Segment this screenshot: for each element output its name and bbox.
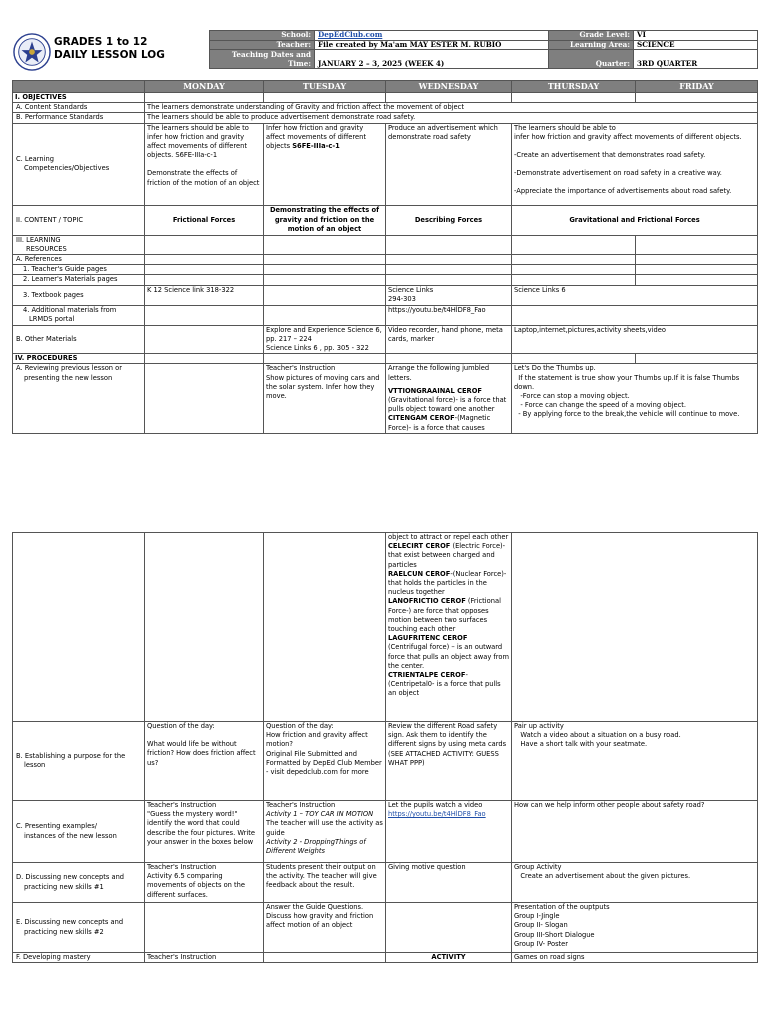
lc-monday-text-2: Demonstrate the effects of friction of the motion of an object: [147, 169, 260, 187]
review-thursday-line-1: Let's Do the Thumbs up.: [514, 364, 596, 373]
presenting-thursday: How can we help inform other people about safety road?: [512, 801, 758, 863]
discussing-2-thursday-line-5: Group IV- Poster: [514, 939, 569, 948]
jumbled-item: [388, 387, 509, 415]
header-info-table: [209, 30, 758, 69]
jumbled-word: CITENGAM CEROF: [388, 414, 455, 423]
other-tuesday-line-2: Science Links 6 , pp. 305 - 322: [266, 344, 369, 353]
procedures-row: [13, 354, 758, 364]
presenting-monday: [145, 801, 264, 863]
topic-monday: Frictional Forces: [145, 205, 264, 235]
day-monday: MONDAY: [145, 81, 264, 93]
deped-seal-icon: [13, 33, 51, 71]
quarter-label: Quarter:: [549, 50, 634, 69]
additional-wednesday: https://youtu.be/t4HlDF8_Fao: [386, 305, 512, 325]
lc-tuesday-code: S6FE-IIIa-c-1: [292, 142, 340, 151]
discussing-1-tuesday: Students present their output on the activity. The teacher will give feedback about the result.: [264, 863, 386, 903]
day-friday: FRIDAY: [636, 81, 758, 93]
other-wednesday: Video recorder, hand phone, meta cards, marker: [386, 325, 512, 354]
discussing-1-thursday-line-2: Create an advertisement about the given pictures.: [514, 872, 691, 881]
discussing-2-thursday-line-2: Group I-Jingle: [514, 912, 560, 921]
textbook-wednesday: [386, 285, 512, 305]
content-standards-label: A. Content Standards: [13, 103, 145, 113]
mastery-label: F. Developing mastery: [13, 953, 145, 963]
jumbled-word: CELECIRT CEROF: [388, 542, 451, 551]
teacher-value: File created by Ma'am MAY ESTER M. RUBIO: [315, 40, 549, 50]
jumbled-item: [388, 570, 509, 598]
title-line-1: GRADES 1 to 12: [54, 36, 148, 48]
purpose-thursday-line-1: Pair up activity: [514, 722, 564, 730]
additional-materials-row: [13, 305, 758, 325]
performance-standards-row: [13, 113, 758, 123]
review-tuesday-line-2: Show pictures of moving cars and the solar system. Infer how they move.: [266, 373, 380, 401]
learning-competencies-row: [13, 123, 758, 205]
textbook-pages-label: 3. Textbook pages: [13, 285, 145, 305]
lc-tuesday-text: Infer how friction and gravity affect movements of different objects: [266, 123, 366, 151]
jumbled-description: (Electric Force)- that exist between charged and particles: [388, 542, 506, 569]
content-topic-label: II. CONTENT / TOPIC: [13, 205, 145, 235]
lesson-log-header: [12, 30, 757, 75]
presenting-tuesday: [264, 801, 386, 863]
purpose-label: [13, 722, 145, 801]
presenting-row: [13, 801, 758, 863]
presenting-tuesday-line-2: Activity 1 – TOY CAR IN MOTION: [266, 810, 374, 819]
lc-thursday-text-4: -Demonstrate advertisement on road safety in a creative way.: [514, 169, 722, 178]
discussing-1-thursday-line-1: Group Activity: [514, 863, 562, 871]
presenting-tuesday-line-1: Teacher's Instruction: [266, 801, 336, 809]
day-thursday: THURSDAY: [512, 81, 636, 93]
review-label-line-1: A. Reviewing previous lesson or: [16, 364, 122, 373]
purpose-tuesday-line-1: Question of the day:: [266, 722, 334, 730]
discussing-1-monday-line-1: Teacher's Instruction: [147, 863, 217, 871]
topic-thursday: Gravitational and Frictional Forces: [512, 205, 758, 235]
presenting-tuesday-line-4: Activity 2 - DroppingThings of Different Weights: [266, 837, 366, 856]
review-label: [13, 364, 145, 433]
objectives-heading: I. OBJECTIVES: [13, 93, 145, 103]
jumbled-word: CTRIENTALPE CEROF: [388, 671, 466, 680]
purpose-monday: [145, 722, 264, 801]
jumbled-continued-first: object to attract or repel each other: [388, 533, 509, 541]
discussing-2-thursday-line-1: Presentation of the ouptputs: [514, 903, 610, 911]
purpose-monday-line-1: Question of the day:: [147, 722, 215, 730]
other-tuesday: [264, 325, 386, 354]
discussing-1-thursday: [512, 863, 758, 903]
video-link[interactable]: https://youtu.be/t4HlDF8_Fao: [388, 810, 486, 819]
learning-resources-label-line-2: RESOURCES: [26, 244, 67, 253]
textbook-monday: K 12 Science link 318-322: [145, 285, 264, 305]
content-standards-row: [13, 103, 758, 113]
jumbled-item: [388, 597, 509, 634]
discussing-1-wednesday: Giving motive question: [386, 863, 512, 903]
review-continued-row: [13, 533, 758, 722]
jumbled-description: - (Centripetal0- is a force that pulls an object: [388, 671, 501, 698]
discussing-1-label-line-2: practicing new skills #1: [24, 882, 104, 891]
learning-competencies-label: [13, 123, 145, 205]
learning-resources-label: [13, 235, 145, 254]
discussing-2-label-line-1: E. Discussing new concepts and: [16, 918, 124, 927]
review-tuesday: [264, 364, 386, 433]
grade-value: VI: [634, 31, 758, 41]
lm-pages-row: [13, 275, 758, 285]
learning-competencies-label-line-2: Competencies/Objectives: [24, 164, 110, 173]
lc-thursday-text-1: The learners should be able to: [514, 123, 616, 132]
jumbled-item: [388, 671, 509, 699]
references-row: [13, 255, 758, 265]
grade-label: Grade Level:: [549, 31, 634, 41]
purpose-tuesday-line-3: Original File Submitted and Formatted by DepEd Club Member - visit depedclub.com for more: [266, 749, 382, 777]
purpose-label-line-1: B. Establishing a purpose for the: [16, 751, 126, 760]
presenting-wednesday-line-1: Let the pupils watch a video: [388, 801, 483, 809]
review-tuesday-line-1: Teacher's Instruction: [266, 364, 336, 373]
purpose-tuesday-line-2: How friction and gravity affect motion?: [266, 731, 368, 749]
textbook-thursday: Science Links 6: [512, 285, 758, 305]
discussing-1-monday-line-2: Activity 6.5 comparing movements of objects on the different surfaces.: [147, 872, 245, 899]
document-title: [54, 36, 165, 62]
review-label-line-2: presenting the new lesson: [24, 373, 113, 382]
purpose-monday-line-2: What would life be without friction? How does friction affect us?: [147, 740, 256, 767]
title-line-2: DAILY LESSON LOG: [54, 49, 165, 61]
mastery-row: [13, 953, 758, 963]
learning-resources-row: [13, 235, 758, 254]
other-tuesday-line-1: Explore and Experience Science 6, pp. 217 – 224: [266, 325, 382, 343]
tg-pages-label: 1. Teacher's Guide pages: [13, 265, 145, 275]
lc-tuesday: [264, 123, 386, 205]
presenting-monday-line-2: "Guess the mystery word!" identify the word that could describe the four pictures. Write your answer in the boxes below: [147, 810, 256, 846]
presenting-label-line-2: instances of the new lesson: [24, 831, 117, 840]
lc-thursday-text-5: -Appreciate the importance of advertisements about road safety.: [514, 187, 732, 196]
presenting-label: [13, 801, 145, 863]
mastery-wednesday: ACTIVITY: [386, 953, 512, 963]
weekday-header-row: [13, 81, 758, 93]
discussing-2-thursday: [512, 903, 758, 953]
discussing-2-tuesday: Answer the Guide Questions. Discuss how gravity and friction affect motion of an object: [264, 903, 386, 953]
jumbled-description: (Centrifugal force) – is an outward force that pulls an object away from the center.: [388, 643, 509, 670]
purpose-label-line-2: lesson: [24, 761, 46, 769]
presenting-tuesday-line-3: The teacher will use the activity as guide: [266, 819, 383, 837]
purpose-thursday: [512, 722, 758, 801]
jumbled-description: -(Magnetic Force)- is a force that causes: [388, 414, 491, 432]
performance-standards-label: B. Performance Standards: [13, 113, 145, 123]
mastery-thursday: Games on road signs: [512, 953, 758, 963]
learning-resources-label-line-1: III. LEARNING: [16, 235, 61, 244]
jumbled-continued: [386, 533, 512, 722]
jumbled-description: (Gravitational force)- is a force that pulls object toward one another: [388, 396, 507, 414]
school-link[interactable]: DepEdClub.com: [315, 31, 549, 41]
tg-pages-row: [13, 265, 758, 275]
references-label: A. References: [13, 255, 145, 265]
review-thursday-line-5: - By applying force to the break,the vehicle will continue to move.: [514, 410, 740, 419]
presenting-label-line-1: C. Presenting examples/: [16, 822, 98, 831]
mastery-monday: Teacher's Instruction: [145, 953, 264, 963]
purpose-wednesday: Review the different Road safety sign. Ask them to identify the different signs by using meta cards (SEE ATTACHED ACTIVITY: GUESS WHAT PPP): [386, 722, 512, 801]
purpose-tuesday: [264, 722, 386, 801]
textbook-pages-row: [13, 285, 758, 305]
lesson-log-table-page-2: [12, 532, 758, 963]
other-materials-row: [13, 325, 758, 354]
discussing-1-monday: [145, 863, 264, 903]
performance-standards-text: The learners should be able to produce advertisement demonstrate road safety.: [145, 113, 758, 123]
school-label: School:: [210, 31, 315, 41]
discussing-1-label: [13, 863, 145, 903]
other-thursday: Laptop,internet,pictures,activity sheets,video: [512, 325, 758, 354]
discussing-1-row: [13, 863, 758, 903]
additional-materials-label: [13, 305, 145, 325]
purpose-thursday-line-2: Watch a video about a situation on a busy road.: [514, 731, 681, 740]
jumbled-item: [388, 542, 509, 570]
jumbled-item: [388, 414, 509, 432]
additional-materials-label-line-1: 4. Additional materials from: [23, 305, 117, 314]
discussing-2-label: [13, 903, 145, 953]
review-thursday: [512, 364, 758, 433]
topic-wednesday: Describing Forces: [386, 205, 512, 235]
review-row: [13, 364, 758, 433]
discussing-2-thursday-line-3: Group II- Slogan: [514, 921, 568, 930]
dates-label: [210, 50, 315, 69]
dates-value: JANUARY 2 – 3, 2025 (WEEK 4): [315, 50, 549, 69]
lc-wednesday: Produce an advertisement which demonstrate road safety: [386, 123, 512, 205]
procedures-heading: IV. PROCEDURES: [13, 354, 145, 364]
presenting-monday-line-1: Teacher's Instruction: [147, 801, 217, 809]
review-wednesday-intro: Arrange the following jumbled letters.: [388, 364, 490, 382]
learning-area-value: SCIENCE: [634, 40, 758, 50]
discussing-2-label-line-2: practicing new skills #2: [24, 927, 104, 936]
lc-monday: [145, 123, 264, 205]
review-thursday-line-4: - Force can change the speed of a moving object.: [514, 401, 687, 410]
topic-tuesday: Demonstrating the effects of gravity and friction on the motion of an object: [264, 205, 386, 235]
review-thursday-line-2: If the statement is true show your Thumbs up.If it is false Thumbs down.: [514, 373, 742, 391]
purpose-row: [13, 722, 758, 801]
textbook-wednesday-line-1: Science Links: [388, 285, 434, 294]
jumbled-word: VTTIONGRAAINAL CEROF: [388, 386, 482, 395]
content-standards-text: The learners demonstrate understanding of Gravity and friction affect the movement of object: [145, 103, 758, 113]
jumbled-word: LANOFRICTIO CEROF: [388, 597, 466, 606]
lm-pages-label: 2. Learner's Materials pages: [13, 275, 145, 285]
textbook-wednesday-line-2: 294-303: [388, 294, 416, 303]
lesson-log-table-page-1: [12, 80, 758, 434]
content-topic-row: [13, 205, 758, 235]
purpose-thursday-line-3: Have a short talk with your seatmate.: [514, 740, 648, 749]
learning-area-label: Learning Area:: [549, 40, 634, 50]
blank-header-cell: [13, 81, 145, 93]
teacher-label: Teacher:: [210, 40, 315, 50]
lc-thursday-text-2: infer how friction and gravity affect movements of different objects.: [514, 132, 742, 141]
review-wednesday: [386, 364, 512, 433]
jumbled-description: (Frictional Force-) are force that opposes motion between two surfaces touching each other: [388, 597, 501, 634]
other-materials-label: B. Other Materials: [13, 325, 145, 354]
dates-label-line-2: Time:: [288, 59, 311, 68]
day-tuesday: TUESDAY: [264, 81, 386, 93]
objectives-row: [13, 93, 758, 103]
discussing-2-thursday-line-4: Group III-Short Dialogue: [514, 930, 595, 939]
day-wednesday: WEDNESDAY: [386, 81, 512, 93]
jumbled-word: LAGUFRITENC CEROF: [388, 634, 468, 643]
discussing-2-row: [13, 903, 758, 953]
review-thursday-line-3: -Force can stop a moving object.: [514, 392, 630, 401]
additional-materials-label-line-2: LRMDS portal: [29, 315, 75, 324]
lc-thursday: [512, 123, 758, 205]
lc-thursday-text-3: -Create an advertisement that demonstrates road safety.: [514, 151, 706, 160]
dates-label-line-1: Teaching Dates and: [231, 50, 311, 59]
quarter-value: 3RD QUARTER: [634, 50, 758, 69]
jumbled-description: -(Nuclear Force)- that holds the particles in the nucleus together: [388, 569, 507, 597]
presenting-wednesday: [386, 801, 512, 863]
learning-competencies-label-line-1: C. Learning: [16, 154, 54, 163]
discussing-1-label-line-1: D. Discussing new concepts and: [16, 873, 125, 882]
jumbled-item: [388, 634, 509, 671]
jumbled-word: RAELCUN CEROF: [388, 569, 451, 578]
lc-monday-text-1: The learners should be able to infer how friction and gravity affect movements of different objects. S6FE-IIIa-c-1: [147, 123, 249, 160]
